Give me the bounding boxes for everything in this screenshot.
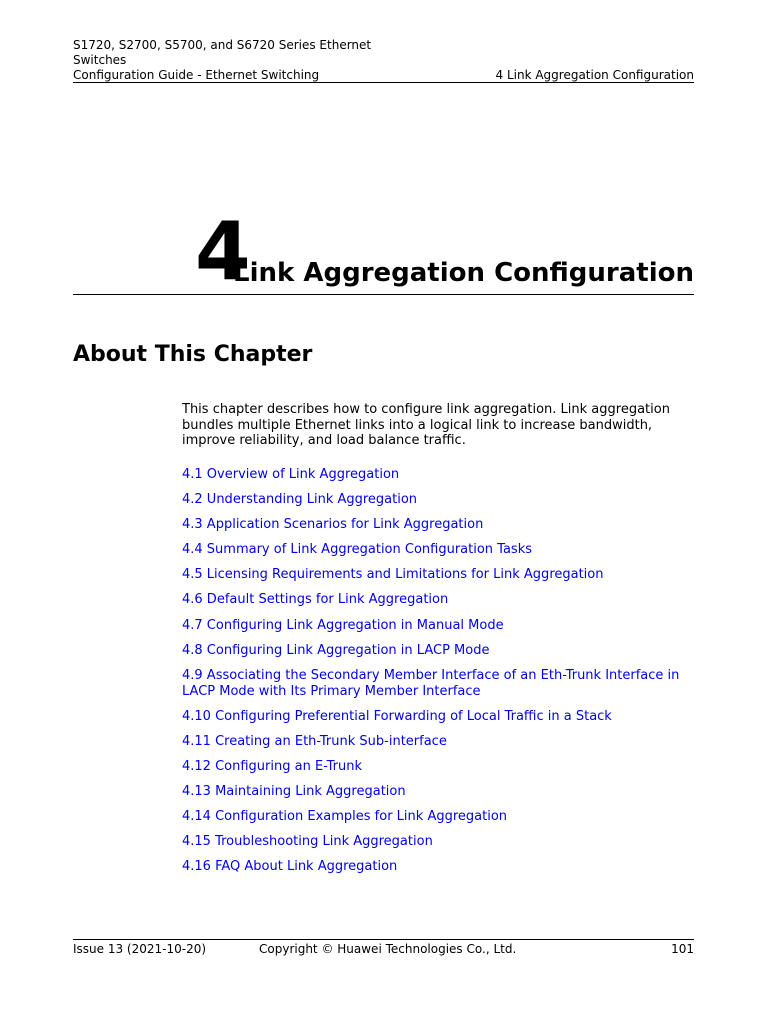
toc-item — [182, 567, 694, 583]
intro-paragraph: This chapter describes how to configure link aggregation. Link aggregation bundles multiple Ethernet links into a logical link to increase bandwidth, improve reliability, and load balance traffic. — [182, 402, 670, 448]
toc-link-4-6[interactable]: 4.6 Default Settings for Link Aggregation — [182, 592, 449, 608]
toc-list — [182, 467, 694, 885]
toc-link-4-12[interactable]: 4.12 Configuring an E-Trunk — [182, 759, 363, 775]
section-title: About This Chapter — [73, 342, 313, 367]
page-header — [73, 38, 694, 83]
toc-item — [182, 784, 694, 800]
footer-copyright: Copyright © Huawei Technologies Co., Ltd. — [259, 942, 517, 956]
toc-link-4-7[interactable]: 4.7 Configuring Link Aggregation in Manual Mode — [182, 617, 504, 633]
header-divider — [73, 82, 694, 83]
toc-item — [182, 759, 694, 775]
header-guide: Configuration Guide - Ethernet Switching — [73, 68, 320, 82]
toc-link-4-8[interactable]: 4.8 Configuring Link Aggregation in LACP Mode — [182, 642, 490, 658]
toc-link-4-13[interactable]: 4.13 Maintaining Link Aggregation — [182, 784, 406, 800]
toc-item — [182, 668, 694, 700]
header-product-cont: Switches — [73, 53, 127, 67]
toc-link-4-4[interactable]: 4.4 Summary of Link Aggregation Configuration Tasks — [182, 542, 533, 558]
toc-item — [182, 709, 694, 725]
toc-item — [182, 734, 694, 750]
toc-link-4-9[interactable]: 4.9 Associating the Secondary Member Interface of an Eth-Trunk Interface in LACP Mode with Its Primary Member Interface — [182, 667, 680, 699]
toc-item — [182, 618, 694, 634]
footer-issue: Issue 13 (2021-10-20) — [73, 942, 207, 956]
page-number: 101 — [671, 942, 694, 956]
chapter-title: Link Aggregation Configuration — [233, 258, 694, 288]
toc-link-4-5[interactable]: 4.5 Licensing Requirements and Limitations for Link Aggregation — [182, 567, 604, 583]
toc-link-4-1[interactable]: 4.1 Overview of Link Aggregation — [182, 467, 400, 482]
toc-link-4-15[interactable]: 4.15 Troubleshooting Link Aggregation — [182, 834, 433, 850]
toc-item — [182, 834, 694, 850]
header-product: S1720, S2700, S5700, and S6720 Series Ethernet — [73, 38, 372, 52]
chapter-number: 4 — [195, 205, 251, 298]
toc-item — [182, 592, 694, 608]
header-guide-row — [73, 68, 694, 83]
toc-link-4-16[interactable]: 4.16 FAQ About Link Aggregation — [182, 859, 398, 875]
toc-link-4-14[interactable]: 4.14 Configuration Examples for Link Aggregation — [182, 809, 508, 825]
toc-item — [182, 517, 694, 533]
toc-link-4-10[interactable]: 4.10 Configuring Preferential Forwarding of Local Traffic in a Stack — [182, 708, 612, 724]
toc-item — [182, 467, 694, 483]
footer-divider — [73, 939, 694, 940]
toc-link-4-11[interactable]: 4.11 Creating an Eth-Trunk Sub-interface — [182, 733, 447, 749]
toc-item — [182, 492, 694, 508]
chapter-heading — [73, 205, 694, 298]
toc-item — [182, 643, 694, 659]
toc-item — [182, 809, 694, 825]
toc-item — [182, 859, 694, 875]
toc-link-4-3[interactable]: 4.3 Application Scenarios for Link Aggregation — [182, 517, 484, 533]
chapter-divider — [73, 294, 694, 295]
header-chapter: 4 Link Aggregation Configuration — [495, 68, 694, 82]
toc-item — [182, 542, 694, 558]
toc-link-4-2[interactable]: 4.2 Understanding Link Aggregation — [182, 492, 418, 508]
